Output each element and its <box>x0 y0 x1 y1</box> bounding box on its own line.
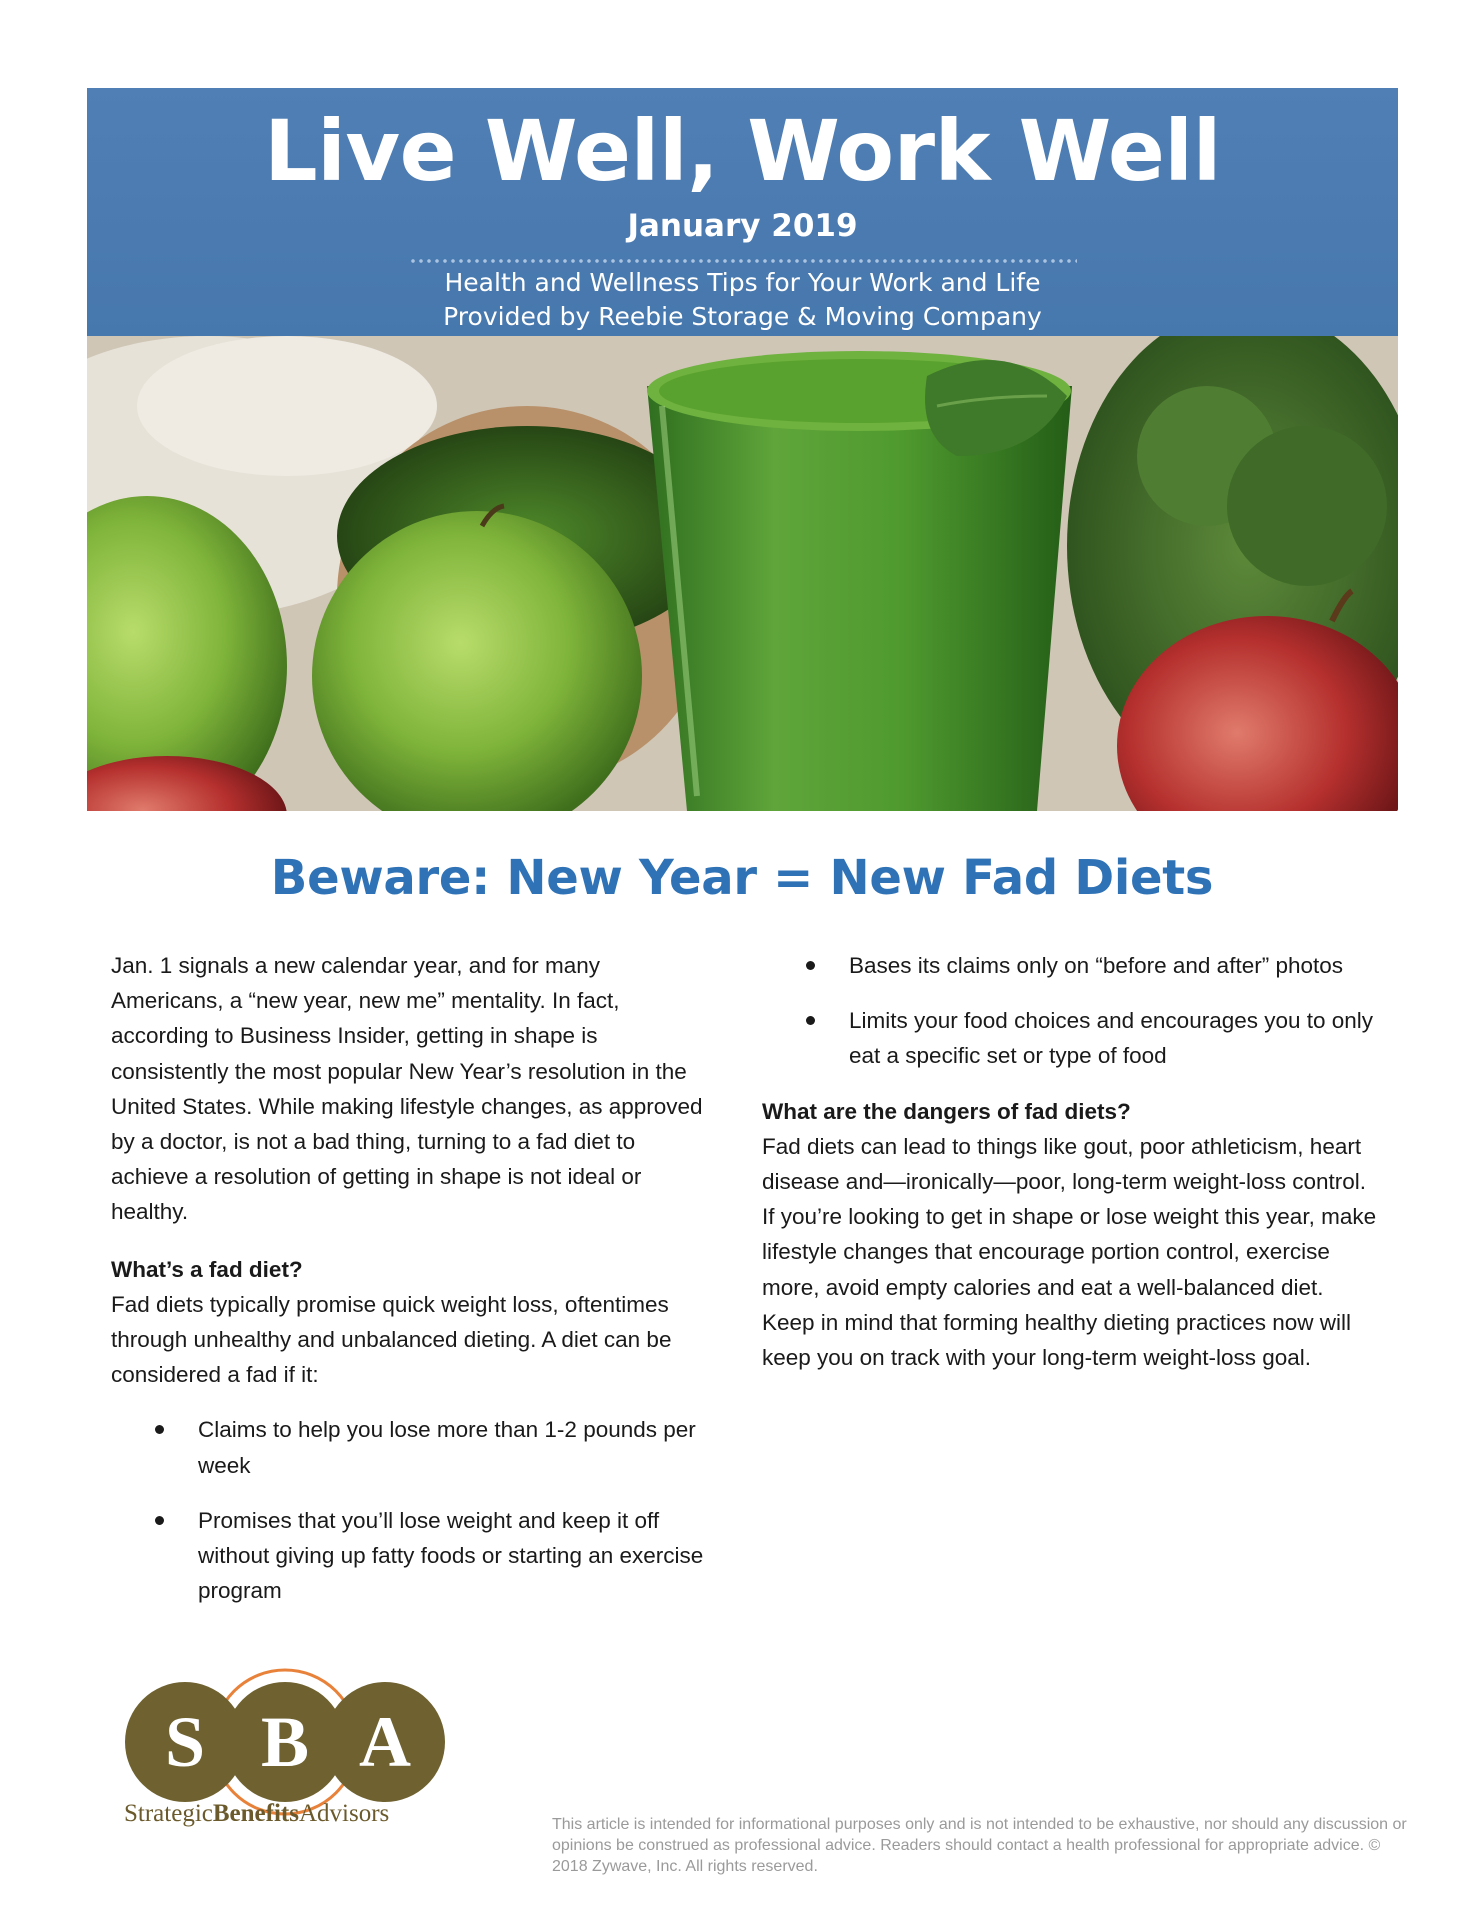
list-item: Promises that you’ll lose weight and keep it off without giving up fatty foods or starting an exercise program <box>111 1503 711 1609</box>
article-headline: Beware: New Year = New Fad Diets <box>270 850 1214 906</box>
issue-date: January 2019 <box>627 208 858 244</box>
article-right-column <box>762 948 1377 1375</box>
header-banner <box>87 88 1398 340</box>
section-heading-fad-diet: What’s a fad diet? <box>111 1256 303 1282</box>
bullet-icon <box>806 961 815 970</box>
bullet-icon <box>806 1016 815 1025</box>
banner-subtitle-line2: Provided by Reebie Storage & Moving Company <box>443 302 1042 331</box>
fad-signs-list <box>111 1412 711 1608</box>
newsletter-title: Live Well, Work Well <box>264 102 1221 200</box>
smoothie-illustration <box>87 336 1398 811</box>
list-item: Bases its claims only on “before and after” photos <box>762 948 1377 983</box>
section-body-fad-diet: Fad diets typically promise quick weight loss, oftentimes through unhealthy and unbalanced dieting. A diet can be considered a fad if it: <box>111 1291 672 1388</box>
logo-caption: StrategicBenefitsAdvisors <box>124 1800 390 1827</box>
logo-letter-s: S <box>164 1702 206 1782</box>
fad-signs-list-continued <box>762 948 1377 1074</box>
list-item: Limits your food choices and encourages you to only eat a specific set or type of food <box>762 1003 1377 1073</box>
list-item: Claims to help you lose more than 1-2 pounds per week <box>111 1412 711 1482</box>
hero-photo-green-smoothie <box>87 336 1398 811</box>
disclaimer: This article is intended for informational purposes only and is not intended to be exhaustive, nor should any discussion or opinions be construed as professional advice. Readers should contact a health professional for appropriate advice. © 2018 Zywave, Inc. All rights reserved. <box>552 1816 1407 1875</box>
bullet-icon <box>155 1516 164 1525</box>
article-left-column <box>111 948 711 1628</box>
section-body-dangers: Fad diets can lead to things like gout, poor athleticism, heart disease and—ironically—poor, long-term weight-loss control. If you’re looking to get in shape or lose weight this year, make lifestyle changes that encourage portion control, exercise more, avoid empty calories and eat a well-balanced diet. Keep in mind that forming healthy dieting practices now will keep you on track with your long-term weight-loss goal. <box>762 1133 1377 1371</box>
logo-letter-b: B <box>260 1702 310 1782</box>
section-heading-dangers: What are the dangers of fad diets? <box>762 1098 1131 1124</box>
logo-letter-a: A <box>359 1702 411 1782</box>
bullet-icon <box>155 1425 164 1434</box>
banner-subtitle-line1: Health and Wellness Tips for Your Work and Life <box>444 268 1041 297</box>
intro-paragraph: Jan. 1 signals a new calendar year, and for many Americans, a “new year, new me” mentality. In fact, according to Business Insider, getting in shape is consistently the most popular New Year’s resolution in the United States. While making lifestyle changes, as approved by a doctor, is not a bad thing, turning to a fad diet to achieve a resolution of getting in shape is not ideal or healthy. <box>111 953 703 1225</box>
dotted-divider <box>409 258 1077 264</box>
